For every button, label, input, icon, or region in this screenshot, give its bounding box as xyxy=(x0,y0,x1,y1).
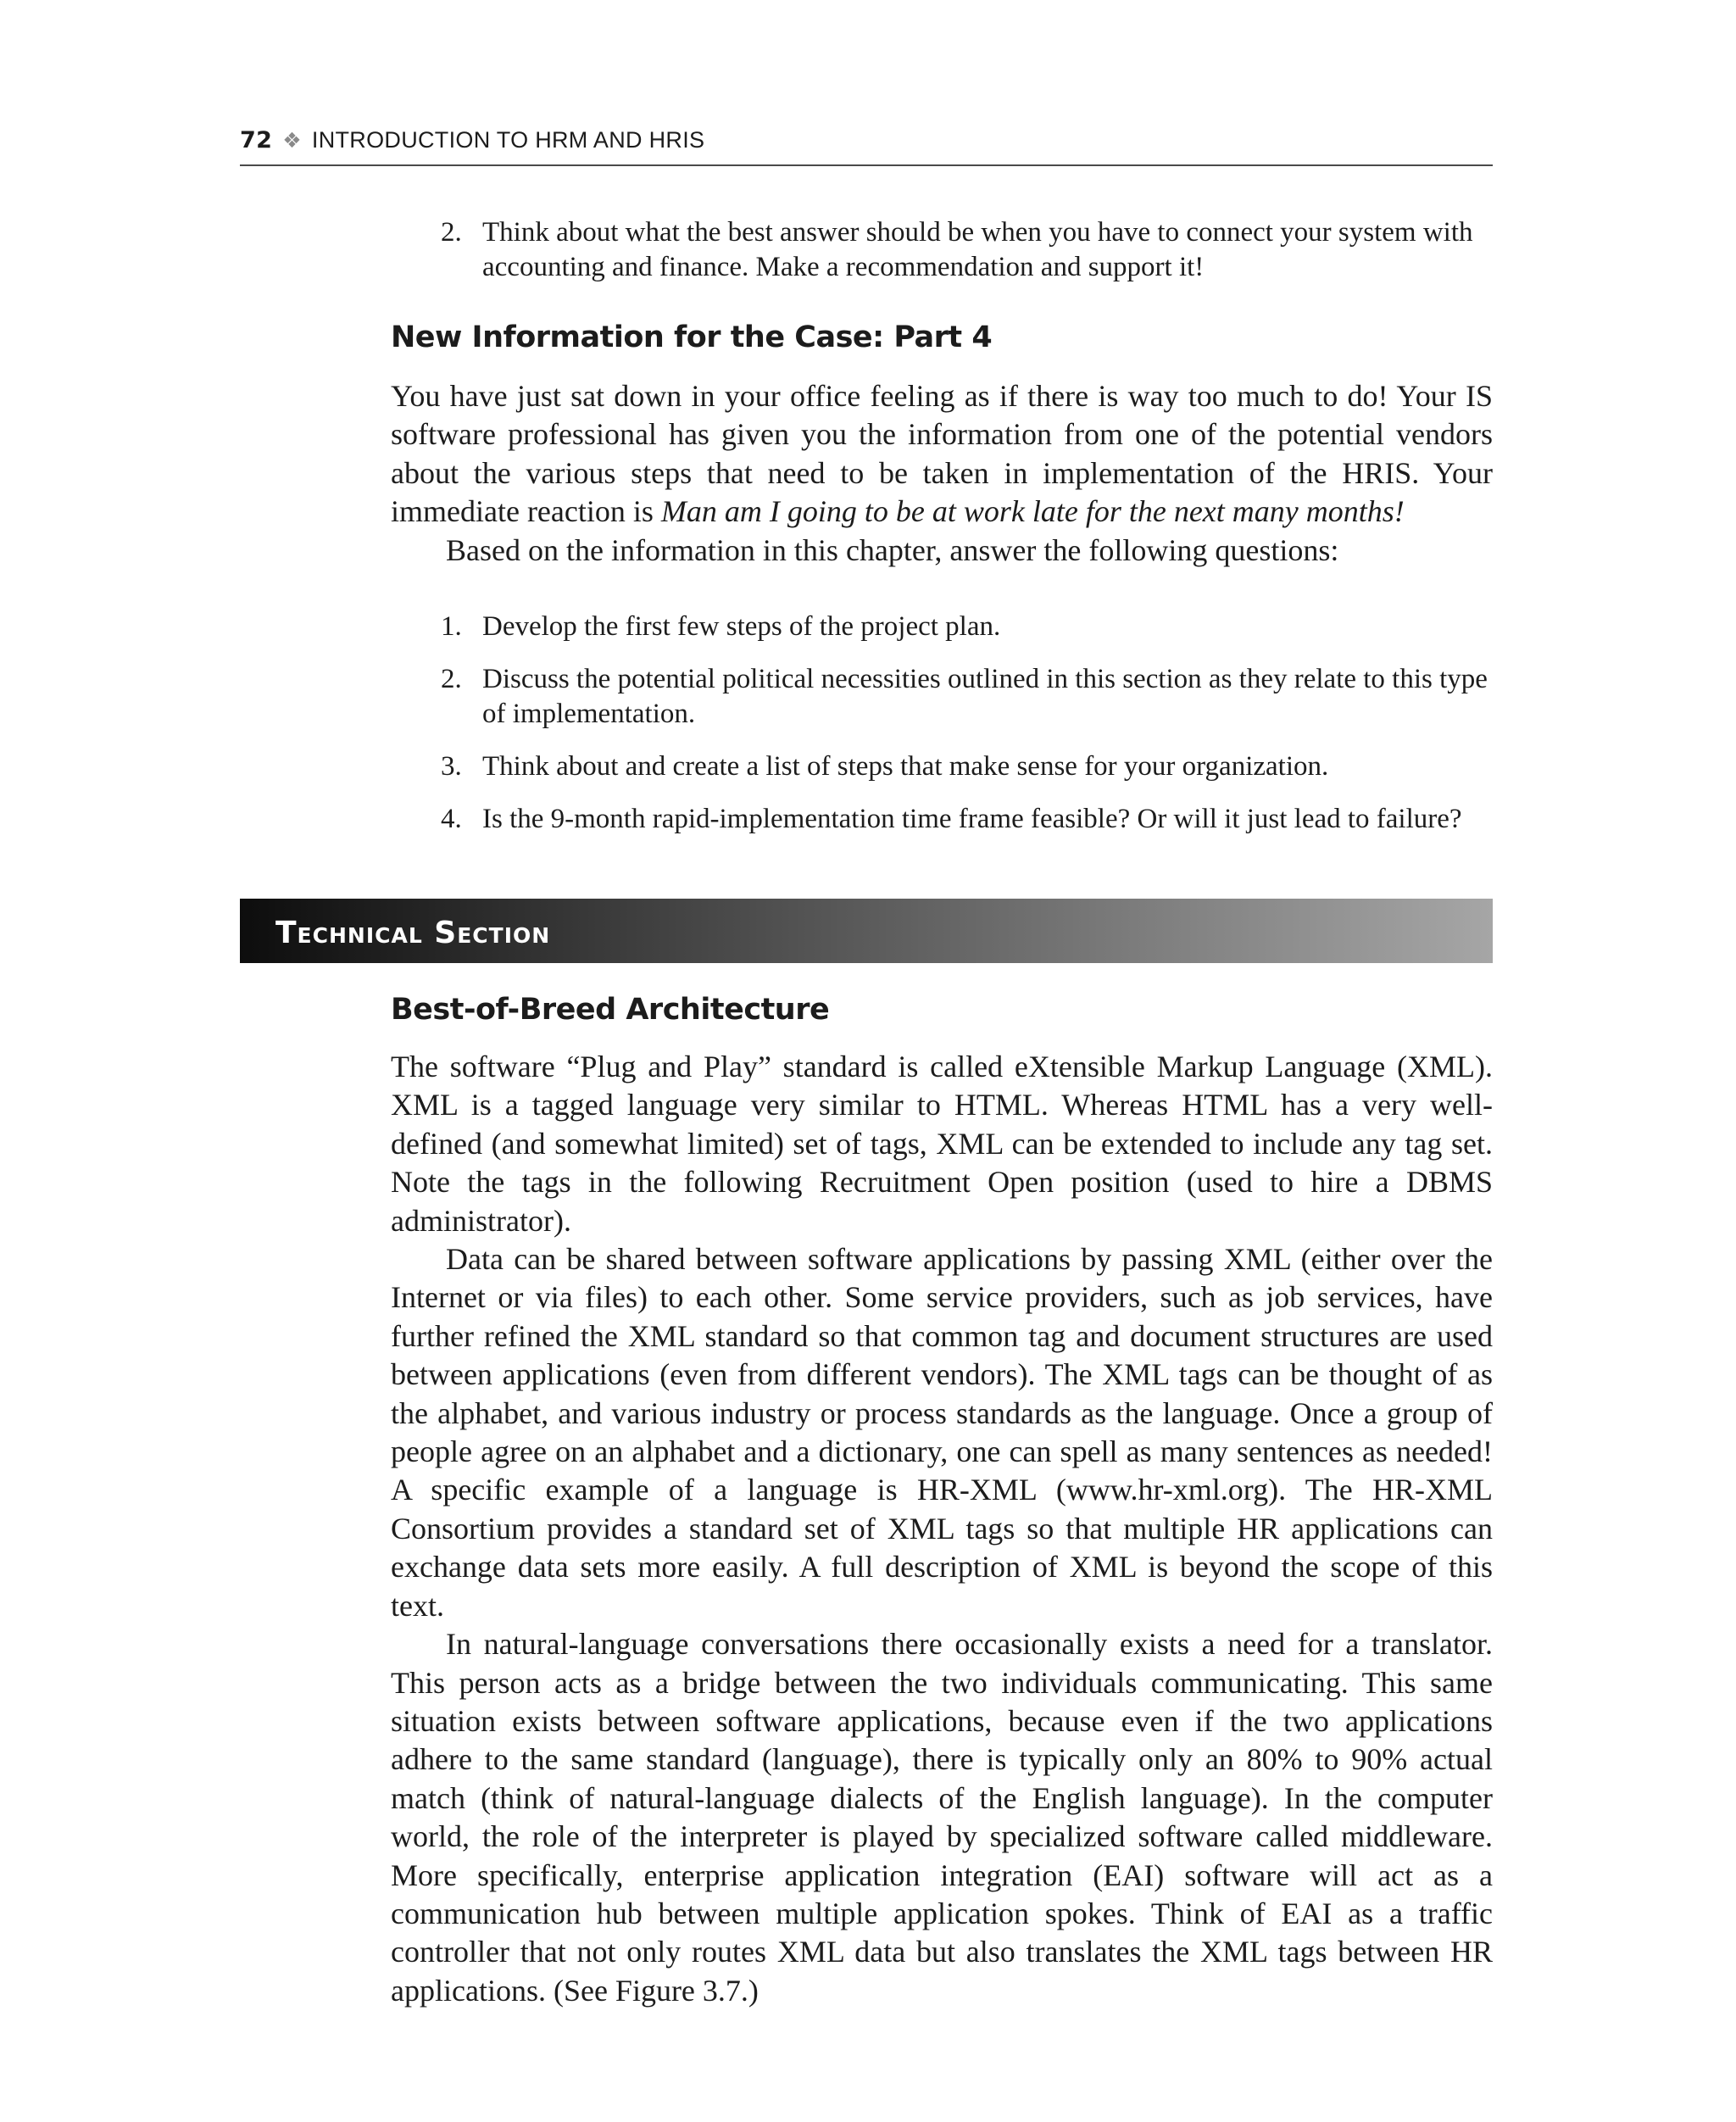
list-item-text: Develop the first few steps of the project plan. xyxy=(482,611,1001,642)
best-of-breed-heading: Best-of-Breed Architecture xyxy=(391,993,830,1027)
technical-section-body xyxy=(391,1048,1493,2010)
list-item xyxy=(441,662,1493,732)
list-item-text: Is the 9-month rapid-implementation time frame feasible? Or will it just lead to failure? xyxy=(482,804,1462,834)
list-item-text: Discuss the potential political necessities outlined in this section as they relate to this type of implementation. xyxy=(482,664,1488,729)
case-paragraph xyxy=(391,377,1493,532)
list-item-number: 2. xyxy=(441,217,462,248)
list-item xyxy=(441,215,1493,285)
case-part4-heading: New Information for the Case: Part 4 xyxy=(391,320,993,354)
case-part4-body xyxy=(391,377,1493,570)
case-prompt: Based on the information in this chapter, answer the following questions: xyxy=(446,532,1339,567)
running-title: INTRODUCTION TO HRM AND HRIS xyxy=(311,127,705,153)
page-number: 72 xyxy=(240,127,273,153)
technical-section-banner xyxy=(240,899,1493,963)
list-item xyxy=(441,610,1493,644)
technical-paragraph: Data can be shared between software applications by passing XML (either over the Internet or via files) to each other. Some service providers, such as job services, have further refined the XML standard so that common tag and document structures are used between applications (even from different vendors). The XML tags can be thought of as the alphabet, and various industry or process standards as the language. Once a group of people agree on an alphabet and a dictionary, one can spell as many sentences as needed! A specific example of a language is HR-XML (www.hr-xml.org). The HR-XML Consortium provides a standard set of XML tags so that multiple HR applications can exchange data sets more easily. A full description of XML is beyond the scope of this text. xyxy=(391,1242,1493,1623)
list-item xyxy=(441,802,1493,837)
list-item-number: 4. xyxy=(441,804,462,834)
list-item-text: Think about what the best answer should be when you have to connect your system with accounting and finance. Make a recommendation and support it! xyxy=(482,217,1473,282)
list-item-number: 3. xyxy=(441,751,462,782)
list-item-number: 1. xyxy=(441,611,462,642)
list-item-number: 2. xyxy=(441,664,462,694)
technical-paragraph: The software “Plug and Play” standard is called eXtensible Markup Language (XML). XML is a tagged language very similar to HTML. Whereas HTML has a very well-defined (and somewhat limited) set of tags, XML can be extended to include any tag set. Note the tags in the following Recruitment Open position (used to hire a DBMS administrator). xyxy=(391,1050,1493,1238)
diamond-ornament-icon: ❖ xyxy=(282,128,302,153)
section-banner-title: Technical Section xyxy=(275,916,551,950)
list-item-text: Think about and create a list of steps that make sense for your organization. xyxy=(482,751,1329,782)
case-questions-list xyxy=(441,610,1493,837)
running-header xyxy=(240,127,1493,166)
previous-questions-list xyxy=(441,215,1493,285)
case-paragraph-italic: Man am I going to be at work late for the next many months! xyxy=(660,494,1405,529)
technical-paragraph: In natural-language conversations there occasionally exists a need for a translator. This person acts as a bridge between the two individuals communicating. This same situation exists between software applications, because even if the two applications adhere to the same standard (language), there is typically only an 80% to 90% actual match (think of natural-language dialects of the English language). In the computer world, the role of the interpreter is played by specialized software called middleware. More specifically, enterprise application integration (EAI) software will act as a communication hub between multiple application spokes. Think of EAI as a traffic controller that not only routes XML data but also translates the XML tags between HR applications. (See Figure 3.7.) xyxy=(391,1627,1493,2008)
case-paragraph-text: You have just sat down in your office feeling as if there is way too much to do! Your IS software professional has given you the information from one of the potential vendors about the various steps that need to be taken in implementation of the HRIS. Your immediate reaction is xyxy=(391,379,1493,529)
list-item xyxy=(441,749,1493,784)
